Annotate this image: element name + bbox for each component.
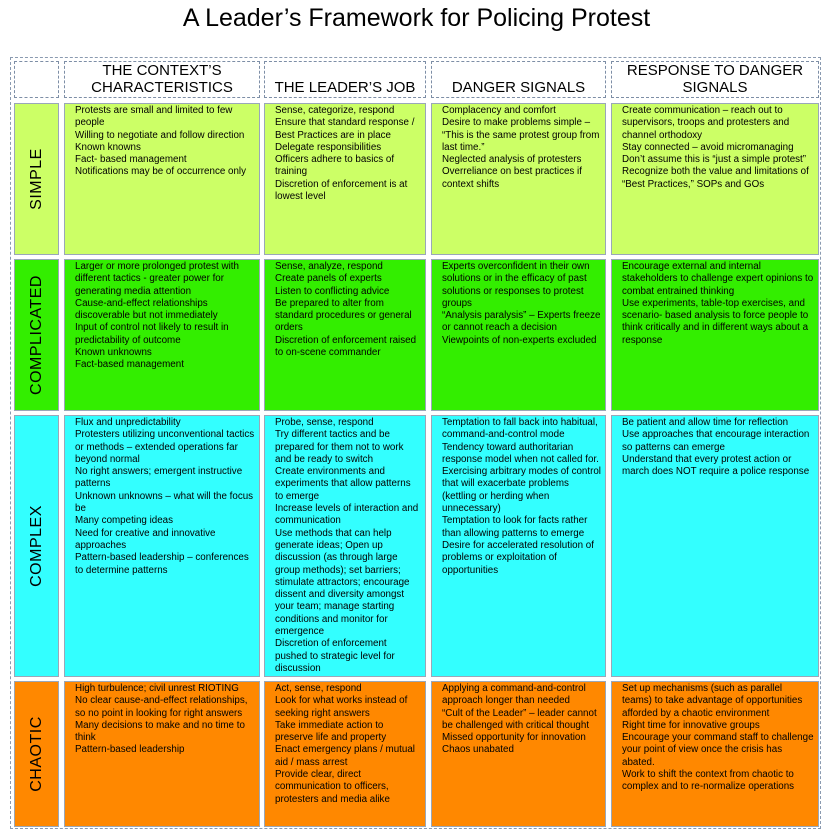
cell-item: Sense, categorize, respond	[275, 105, 395, 116]
cell-item: Work to shift the context from chaotic to complex and to re-normalize operations	[622, 769, 795, 793]
cell-item: Temptation to look for facts rather than allowing patterns to emerge	[442, 515, 588, 539]
cell-item: Encourage external and internal stakeholders to challenge expert opinions to combat entrained thinking	[622, 261, 814, 297]
row-label-chaotic	[14, 681, 59, 827]
cell-item: “Analysis paralysis” – Experts freeze or cannot reach a decision	[442, 310, 601, 334]
cell-chaotic-col1	[64, 681, 260, 827]
header-characteristics: THE CONTEXT’S CHARACTERISTICS	[64, 61, 260, 98]
cell-item: Discretion of enforcement raised to on-scene commander	[275, 334, 417, 359]
row-label-text: COMPLICATED	[27, 275, 45, 395]
cell-item: Temptation to fall back into habitual, command-and-control mode	[442, 417, 598, 441]
cell-item: Chaos unabated	[442, 744, 514, 756]
header-corner	[14, 61, 59, 98]
header-danger-signals: DANGER SIGNALS	[431, 61, 606, 98]
cell-item: Flux and unpredictability	[75, 417, 181, 428]
cell-complex-col2	[264, 415, 426, 677]
cell-item: Known knowns	[75, 141, 141, 153]
cell-item: Many competing ideas	[75, 515, 174, 527]
cell-item: Need for creative and innovative approaches	[75, 527, 216, 551]
cell-item: “Cult of the Leader” – leader cannot be challenged with critical thought	[442, 707, 597, 731]
cell-item: Officers adhere to basics of training	[275, 154, 395, 178]
cell-item: Exercising arbitrary modes of control that will exacerbate problems (kettling or herding when unnecessary)	[442, 466, 601, 515]
cell-item: Don’t assume this is “just a simple protest”	[622, 154, 807, 166]
cell-item: Unknown unknowns – what will the focus be	[75, 490, 254, 515]
cell-item: Ensure that standard response / Best Practices are in place	[275, 117, 415, 141]
cell-item: Larger or more prolonged protest with different tactics - greater power for generating media attention	[75, 261, 239, 297]
cell-item: Desire for accelerated resolution of problems or exploitation of opportunities	[442, 539, 594, 576]
cell-item: Viewpoints of non-experts excluded	[442, 334, 597, 346]
cell-item: Fact-based management	[75, 359, 184, 371]
cell-item: Create environments and experiments that allow patterns to emerge	[275, 466, 411, 502]
cell-item: Notifications may be of occurrence only	[75, 166, 246, 178]
cell-item: Neglected analysis of protesters	[442, 154, 582, 166]
cell-item: Sense, analyze, respond	[275, 261, 383, 272]
cell-item: Be patient and allow time for reflection	[622, 417, 789, 428]
cell-item: Protests are small and limited to few people	[75, 105, 233, 129]
cell-item: Provide clear, direct communication to officers, protesters and media alike	[275, 769, 390, 805]
cell-item: Try different tactics and be prepared for them not to work and be ready to switch	[275, 429, 404, 465]
cell-simple-col4	[611, 103, 819, 255]
cell-item: Discretion of enforcement pushed to strategic level for discussion	[275, 638, 395, 674]
cell-item: Increase levels of interaction and communication	[275, 503, 419, 527]
cell-simple-col1	[64, 103, 260, 255]
cell-chaotic-col3	[431, 681, 606, 827]
cell-item: Understand that every protest action or march does NOT require a police response	[622, 453, 810, 478]
cell-item: Create panels of experts	[275, 273, 382, 285]
cell-item: Look for what works instead of seeking right answers	[275, 695, 408, 719]
cell-item: Pattern-based leadership	[75, 744, 185, 756]
cell-item: Input of control not likely to result in predictability of outcome	[75, 322, 229, 346]
row-label-text: CHAOTIC	[27, 716, 45, 792]
header-response: RESPONSE TO DANGER SIGNALS	[611, 61, 819, 98]
header-leaders-job: THE LEADER’S JOB	[264, 61, 426, 98]
cell-complicated-col1	[64, 259, 260, 411]
cell-item: No clear cause-and-effect relationships, so no point in looking for right answers	[75, 695, 248, 719]
cell-complicated-col4	[611, 259, 819, 411]
cell-simple-col2	[264, 103, 426, 255]
cell-chaotic-col4	[611, 681, 819, 827]
cell-item: Known unknowns	[75, 347, 152, 359]
cell-chaotic-col2	[264, 681, 426, 827]
cell-item: No right answers; emergent instructive patterns	[75, 466, 243, 490]
cell-item: Recognize both the value and limitations of “Best Practices,” SOPs and GOs	[622, 166, 809, 190]
cell-item: Set up mechanisms (such as parallel teams) to take advantage of opportunities afforded by a chaotic environment	[622, 683, 803, 719]
cell-complex-col3	[431, 415, 606, 677]
cell-complicated-col3	[431, 259, 606, 411]
row-label-complex	[14, 415, 59, 677]
row-label-text: SIMPLE	[27, 148, 45, 210]
cell-item: Many decisions to make and no time to think	[75, 719, 245, 744]
cell-item: Cause-and-effect relationships discoverable but not immediately	[75, 297, 218, 322]
cell-item: Willing to negotiate and follow direction	[75, 129, 245, 141]
cell-item: Act, sense, respond	[275, 683, 362, 694]
page-title: A Leader’s Framework for Policing Protest	[182, 4, 651, 32]
cell-complex-col1	[64, 415, 260, 677]
cell-item: Stay connected – avoid micromanaging	[622, 141, 794, 153]
cell-item: Discretion of enforcement is at lowest level	[275, 178, 408, 203]
cell-item: Fact- based management	[75, 154, 187, 166]
cell-item: Applying a command-and-control approach longer than needed	[442, 683, 586, 707]
cell-item: Delegate responsibilities	[275, 141, 382, 153]
cell-item: Protesters utilizing unconventional tactics or methods – extended operations far beyond normal	[75, 429, 255, 465]
cell-item: Use approaches that encourage interaction so patterns can emerge	[622, 429, 810, 453]
cell-item: Use experiments, table-top exercises, and scenario- based analysis to force people to think critically and in different ways about a response	[622, 297, 809, 346]
cell-item: Enact emergency plans / mutual aid / mass arrest	[275, 744, 415, 768]
cell-item: Complacency and comfort	[442, 105, 556, 116]
cell-item: Overreliance on best practices if context shifts	[442, 166, 582, 190]
cell-item: Create communication – reach out to supervisors, troops and protesters and channel orthodoxy	[622, 105, 790, 141]
cell-item: Desire to make problems simple – “This is the same protest group from last time.”	[442, 117, 600, 153]
cell-item: Take immediate action to preserve life and property	[275, 719, 387, 744]
cell-item: Pattern-based leadership – conferences to determine patterns	[75, 552, 249, 576]
cell-item: Tendency toward authoritarian response model when not called for.	[442, 441, 599, 465]
cell-item: Probe, sense, respond	[275, 417, 374, 428]
cell-item: Right time for innovative groups	[622, 719, 760, 731]
cell-simple-col3	[431, 103, 606, 255]
cell-item: Encourage your command staff to challenge your point of view once the crisis has abated.	[622, 732, 814, 768]
cell-item: Use methods that can help generate ideas; Open up discussion (as through large group methods); set barriers; stimulate attractors; encourage dissent and diversity amongst your team; manage starting conditions and monitor for emergence	[275, 527, 410, 638]
row-label-complicated	[14, 259, 59, 411]
cell-item: Listen to conflicting advice	[275, 285, 390, 297]
cell-item: Experts overconfident in their own solutions or in the efficacy of past solutions or responses to protest groups	[442, 261, 590, 309]
cell-item: Missed opportunity for innovation	[442, 732, 586, 744]
cell-complicated-col2	[264, 259, 426, 411]
row-label-simple	[14, 103, 59, 255]
cell-item: Be prepared to alter from standard procedures or general orders	[275, 297, 412, 334]
cell-complex-col4	[611, 415, 819, 677]
row-label-text: COMPLEX	[27, 505, 45, 587]
cell-item: High turbulence; civil unrest RIOTING	[75, 683, 239, 694]
